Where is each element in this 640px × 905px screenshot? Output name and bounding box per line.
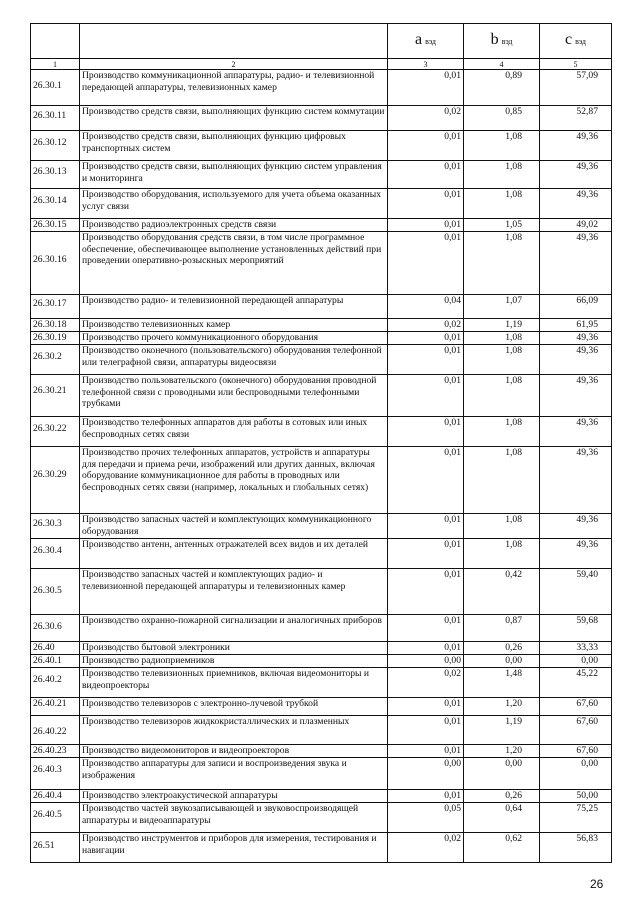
coef-b-value: 0,89 [464, 70, 540, 106]
coef-b-value: 1,08 [464, 447, 540, 514]
coef-c-value: 59,40 [540, 569, 612, 615]
activity-name: Производство оборудования средств связи, в том числе программное обеспечение, обеспечивающее выполнение установленных действий при проведении оперативно-розыскных мероприятий [80, 232, 388, 295]
coef-c-value: 61,95 [540, 319, 612, 332]
coef-b-value: 0,64 [464, 803, 540, 833]
okved-code: 26.30.5 [33, 585, 62, 596]
okved-code-cell [31, 332, 80, 345]
okved-code: 26.40 [33, 642, 55, 653]
coef-b-value: 1,19 [464, 716, 540, 745]
coef-c-value: 49,36 [540, 189, 612, 219]
activity-name: Производство частей звукозаписывающей и звуковоспроизводящей аппаратуры и видеоаппаратуры [80, 803, 388, 833]
okved-code: 26.30.14 [33, 195, 67, 206]
coef-c-value: 49,36 [540, 447, 612, 514]
okved-code: 26.30.1 [33, 80, 62, 91]
okved-code-cell [31, 161, 80, 189]
header-empty-code [31, 24, 80, 59]
table-row [31, 790, 612, 803]
coef-c-value: 75,25 [540, 803, 612, 833]
okved-code: 26.30.29 [33, 469, 67, 480]
table-row [31, 698, 612, 716]
table-row [31, 106, 612, 131]
okved-code: 26.30.15 [33, 219, 67, 230]
activity-name: Производство запасных частей и комплектующих коммуникационного оборудования [80, 514, 388, 539]
coef-c-value: 56,83 [540, 833, 612, 863]
coef-b-value: 1,08 [464, 131, 540, 161]
column-index: 5 [540, 59, 612, 70]
coef-a-value: 0,01 [388, 189, 464, 219]
okved-code-cell [31, 655, 80, 668]
activity-name: Производство электроакустической аппаратуры [80, 790, 388, 803]
coef-b-value: 0,26 [464, 642, 540, 655]
coef-a-value: 0,01 [388, 716, 464, 745]
okved-code-cell [31, 716, 80, 745]
coef-c-value: 66,09 [540, 295, 612, 319]
activity-name: Производство аппаратуры для записи и воспроизведения звука и изображения [80, 758, 388, 790]
okved-code-cell [31, 745, 80, 758]
table-row [31, 345, 612, 375]
page-number: 26 [590, 877, 604, 891]
okved-code-cell [31, 833, 80, 863]
okved-code-cell [31, 70, 80, 106]
table-row [31, 447, 612, 514]
coef-b-value: 0,00 [464, 758, 540, 790]
coef-b-value: 1,08 [464, 514, 540, 539]
okved-code: 26.30.11 [33, 110, 67, 121]
coef-b-value: 0,87 [464, 615, 540, 642]
activity-name: Производство инструментов и приборов для измерения, тестирования и навигации [80, 833, 388, 863]
activity-name: Производство телевизоров с электронно-лучевой трубкой [80, 698, 388, 716]
table-row [31, 332, 612, 345]
table-row [31, 375, 612, 417]
header-empty-name [80, 24, 388, 59]
coef-c-value: 49,36 [540, 345, 612, 375]
coef-a-value: 0,02 [388, 668, 464, 698]
okved-code: 26.30.18 [33, 319, 67, 330]
coef-a-value: 0,01 [388, 745, 464, 758]
coef-c-value: 33,33 [540, 642, 612, 655]
coef-b-value: 1,08 [464, 539, 540, 569]
table-row [31, 745, 612, 758]
coef-c-value: 67,60 [540, 745, 612, 758]
coef-b-value: 1,08 [464, 161, 540, 189]
okved-code-cell [31, 219, 80, 232]
okved-code-cell [31, 417, 80, 447]
coef-b-value: 1,08 [464, 189, 540, 219]
okved-code-cell [31, 131, 80, 161]
table-row [31, 232, 612, 295]
table-row [31, 803, 612, 833]
coef-b-value: 0,85 [464, 106, 540, 131]
okved-code: 26.30.12 [33, 137, 67, 148]
coef-c-value: 49,36 [540, 375, 612, 417]
coef-b-value: 1,19 [464, 319, 540, 332]
column-index: 1 [31, 59, 80, 70]
activity-name: Производство радио- и телевизионной передающей аппаратуры [80, 295, 388, 319]
coef-a-value: 0,01 [388, 161, 464, 189]
table-row [31, 161, 612, 189]
activity-name: Производство средств связи, выполняющих функцию систем коммутации [80, 106, 388, 131]
okved-code: 26.40.22 [33, 726, 67, 737]
okved-code: 26.51 [33, 840, 55, 851]
okved-code-cell [31, 319, 80, 332]
table-row [31, 758, 612, 790]
coef-c-value: 59,68 [540, 615, 612, 642]
okved-code-cell [31, 790, 80, 803]
coef-b-value: 1,08 [464, 232, 540, 295]
table-row [31, 319, 612, 332]
activity-name: Производство бытовой электроники [80, 642, 388, 655]
okved-code-cell [31, 106, 80, 131]
okved-code: 26.40.4 [33, 790, 62, 801]
okved-code: 26.40.3 [33, 764, 62, 775]
coef-b-value: 0,00 [464, 655, 540, 668]
okved-code: 26.30.22 [33, 423, 67, 434]
table-row [31, 716, 612, 745]
coef-a-value: 0,01 [388, 219, 464, 232]
activity-name: Производство оконечного (пользовательского) оборудования телефонной или телеграфной связи, аппаратуры видеосвязи [80, 345, 388, 375]
activity-name: Производство телевизионных приемников, включая видеомониторы и видеопроекторы [80, 668, 388, 698]
coef-a-value: 0,01 [388, 539, 464, 569]
okved-code-cell [31, 642, 80, 655]
okved-code-cell [31, 758, 80, 790]
coef-c-value: 49,36 [540, 539, 612, 569]
coef-a-value: 0,00 [388, 655, 464, 668]
okved-code: 26.40.21 [33, 698, 67, 709]
okved-code-cell [31, 345, 80, 375]
activity-name: Производство запасных частей и комплектующих радио- и телевизионной передающей аппаратуры и телевизионных камер [80, 569, 388, 615]
table-row [31, 417, 612, 447]
activity-name: Производство телевизоров жидкокристаллических и плазменных [80, 716, 388, 745]
coef-c-value: 49,36 [540, 161, 612, 189]
coef-b-value: 0,26 [464, 790, 540, 803]
coef-b-value: 1,08 [464, 375, 540, 417]
okved-code: 26.40.1 [33, 655, 62, 666]
activity-name: Производство радиоэлектронных средств связи [80, 219, 388, 232]
header-row [31, 24, 612, 59]
header-col-a: a вэд [388, 24, 464, 59]
coef-a-value: 0,02 [388, 106, 464, 131]
header-col-c: c вэд [540, 24, 612, 59]
coef-a-value: 0,01 [388, 131, 464, 161]
coef-a-value: 0,01 [388, 70, 464, 106]
coef-c-value: 52,87 [540, 106, 612, 131]
coef-c-value: 0,00 [540, 655, 612, 668]
coef-b-value: 1,05 [464, 219, 540, 232]
activity-name: Производство пользовательского (оконечного) оборудования проводной телефонной связи с проводными или беспроводными телефонными трубками [80, 375, 388, 417]
okved-code: 26.40.23 [33, 745, 67, 756]
coef-a-value: 0,01 [388, 698, 464, 716]
okved-code-cell [31, 698, 80, 716]
coef-c-value: 57,09 [540, 70, 612, 106]
column-index-row [31, 59, 612, 70]
activity-name: Производство прочего коммуникационного оборудования [80, 332, 388, 345]
column-index: 2 [80, 59, 388, 70]
coef-b-value: 1,08 [464, 332, 540, 345]
coef-a-value: 0,02 [388, 833, 464, 863]
coef-a-value: 0,01 [388, 615, 464, 642]
coef-b-value: 1,08 [464, 345, 540, 375]
activity-name: Производство оборудования, используемого для учета объема оказанных услуг связи [80, 189, 388, 219]
table-row [31, 833, 612, 863]
activity-name: Производство охранно-пожарной сигнализации и аналогичных приборов [80, 615, 388, 642]
coef-a-value: 0,01 [388, 375, 464, 417]
okved-code-cell [31, 189, 80, 219]
coef-b-value: 1,20 [464, 698, 540, 716]
activity-name: Производство радиоприемников [80, 655, 388, 668]
coef-a-value: 0,01 [388, 790, 464, 803]
coef-c-value: 49,36 [540, 332, 612, 345]
coef-a-value: 0,01 [388, 417, 464, 447]
coef-a-value: 0,01 [388, 232, 464, 295]
coef-c-value: 0,00 [540, 758, 612, 790]
coef-c-value: 49,36 [540, 232, 612, 295]
coef-a-value: 0,01 [388, 642, 464, 655]
okved-code-cell [31, 295, 80, 319]
okved-code-cell [31, 232, 80, 295]
okved-code: 26.30.13 [33, 166, 67, 177]
table-row [31, 295, 612, 319]
coef-a-value: 0,01 [388, 345, 464, 375]
okved-code: 26.40.2 [33, 674, 62, 685]
table-row [31, 539, 612, 569]
table-row [31, 189, 612, 219]
table-row [31, 668, 612, 698]
table-row [31, 615, 612, 642]
coef-a-value: 0,04 [388, 295, 464, 319]
coef-c-value: 45,22 [540, 668, 612, 698]
coef-a-value: 0,05 [388, 803, 464, 833]
activity-name: Производство средств связи, выполняющих функцию систем управления и мониторинга [80, 161, 388, 189]
coef-a-value: 0,02 [388, 319, 464, 332]
column-index: 3 [388, 59, 464, 70]
table-row [31, 514, 612, 539]
activity-name: Производство телефонных аппаратов для работы в сотовых или иных беспроводных сетях связи [80, 417, 388, 447]
coef-a-value: 0,01 [388, 569, 464, 615]
table-row [31, 219, 612, 232]
coef-b-value: 0,62 [464, 833, 540, 863]
okved-code: 26.30.3 [33, 518, 62, 529]
okved-code: 26.30.19 [33, 332, 67, 343]
okved-code: 26.30.16 [33, 254, 67, 265]
coef-a-value: 0,01 [388, 514, 464, 539]
coef-b-value: 1,08 [464, 417, 540, 447]
okved-code-cell [31, 615, 80, 642]
okved-code: 26.30.4 [33, 545, 62, 556]
coef-a-value: 0,01 [388, 447, 464, 514]
header-col-b: b вэд [464, 24, 540, 59]
okved-code: 26.40.5 [33, 809, 62, 820]
okved-code-cell [31, 668, 80, 698]
coef-c-value: 67,60 [540, 698, 612, 716]
coef-c-value: 67,60 [540, 716, 612, 745]
okved-code: 26.30.2 [33, 351, 62, 362]
activity-name: Производство антенн, антенных отражателей всех видов и их деталей [80, 539, 388, 569]
okved-code-cell [31, 569, 80, 615]
table-row [31, 131, 612, 161]
table-row [31, 642, 612, 655]
coef-b-value: 1,48 [464, 668, 540, 698]
coef-b-value: 0,42 [464, 569, 540, 615]
table-row [31, 70, 612, 106]
coef-c-value: 49,36 [540, 131, 612, 161]
coef-a-value: 0,01 [388, 332, 464, 345]
coefficients-table [30, 23, 612, 863]
coef-c-value: 49,36 [540, 514, 612, 539]
okved-code-cell [31, 803, 80, 833]
okved-code-cell [31, 375, 80, 417]
column-index: 4 [464, 59, 540, 70]
okved-code: 26.30.17 [33, 298, 67, 309]
activity-name: Производство средств связи, выполняющих функцию цифровых транспортных систем [80, 131, 388, 161]
table-row [31, 655, 612, 668]
coef-c-value: 50,00 [540, 790, 612, 803]
table-row [31, 569, 612, 615]
coef-c-value: 49,36 [540, 417, 612, 447]
okved-code-cell [31, 447, 80, 514]
activity-name: Производство прочих телефонных аппаратов, устройств и аппаратуры для передачи и приема речи, изображений или других данных, включая оборудование коммуникационное для работы в проводных или беспроводных сетях связи (например, локальных и глобальных сетях) [80, 447, 388, 514]
okved-code-cell [31, 539, 80, 569]
coef-c-value: 49,02 [540, 219, 612, 232]
activity-name: Производство коммуникационной аппаратуры, радио- и телевизионной передающей аппаратуры, телевизионных камер [80, 70, 388, 106]
coef-a-value: 0,00 [388, 758, 464, 790]
okved-code-cell [31, 514, 80, 539]
okved-code: 26.30.6 [33, 621, 62, 632]
coef-b-value: 1,20 [464, 745, 540, 758]
coef-b-value: 1,07 [464, 295, 540, 319]
activity-name: Производство видеомониторов и видеопроекторов [80, 745, 388, 758]
okved-code: 26.30.21 [33, 385, 67, 396]
activity-name: Производство телевизионных камер [80, 319, 388, 332]
